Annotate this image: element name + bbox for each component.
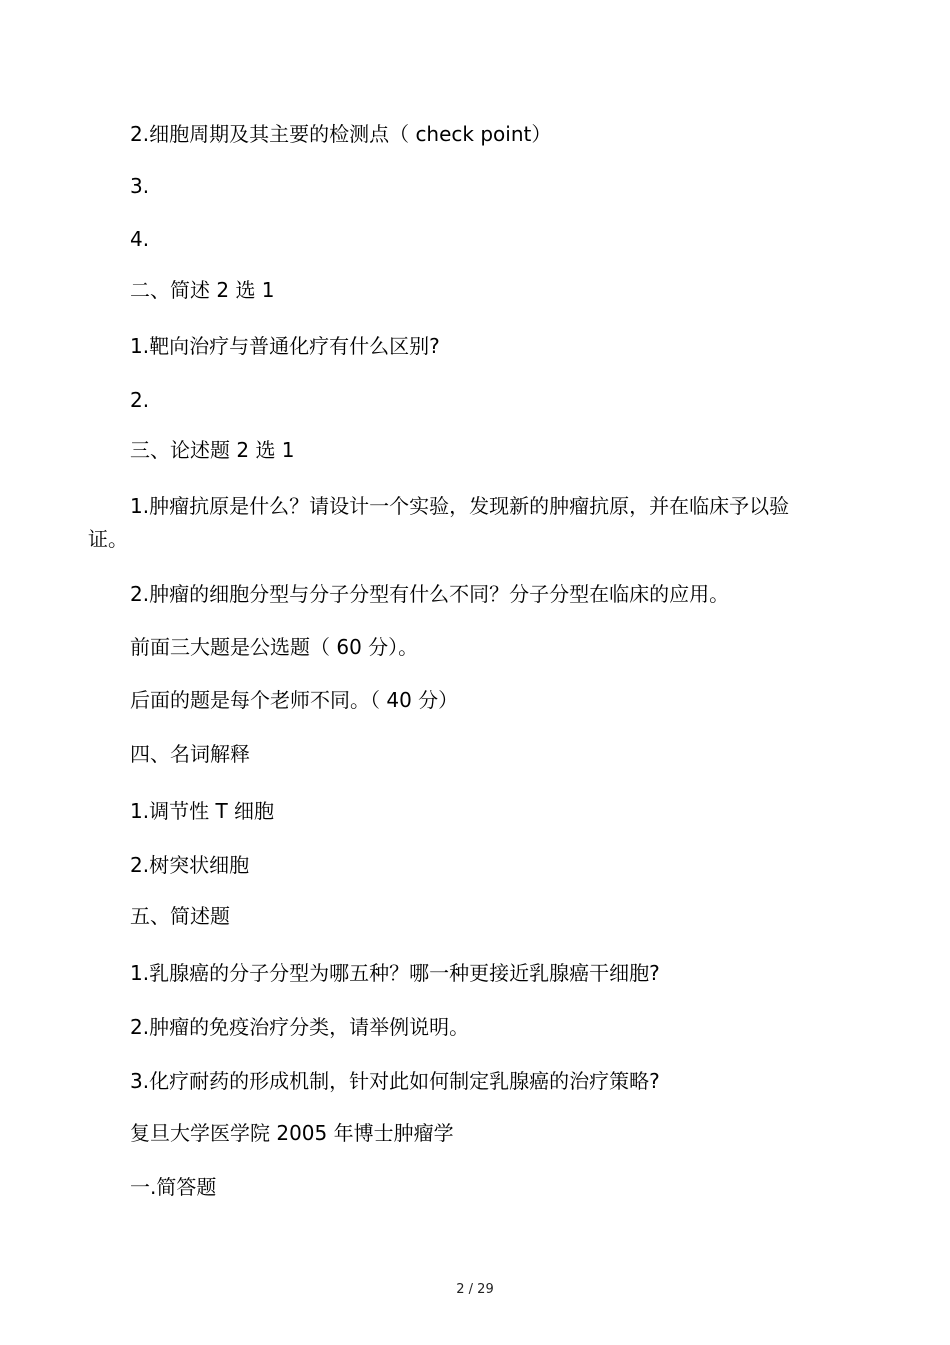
term-treg: 1.调节性 T 细胞	[130, 799, 275, 823]
question-breast-cancer-typing: 1.乳腺癌的分子分型为哪五种？哪一种更接近乳腺癌干细胞?	[130, 961, 660, 985]
question-tumor-antigen: 1.肿瘤抗原是什么？请设计一个实验，发现新的肿瘤抗原，并在临床予以验证。	[88, 494, 790, 551]
section-heading-essay: 三、论述题 2 选 1	[130, 438, 295, 462]
term-dendritic-cell: 2.树突状细胞	[130, 853, 250, 877]
section-heading-brief: 二、简述 2 选 1	[130, 278, 275, 302]
question-drug-resistance: 3.化疗耐药的形成机制，针对此如何制定乳腺癌的治疗策略?	[130, 1069, 660, 1093]
question-4: 4.	[130, 227, 150, 251]
question-cell-cycle: 2.细胞周期及其主要的检测点（ check point）	[130, 122, 552, 146]
question-2-brief: 2.	[130, 388, 150, 412]
note-common-questions: 前面三大题是公选题（ 60 分）。	[130, 635, 419, 659]
note-teacher-questions: 后面的题是每个老师不同。（ 40 分）	[130, 688, 459, 712]
exam-title-2005: 复旦大学医学院 2005 年博士肿瘤学	[130, 1121, 454, 1145]
question-tumor-typing: 2.肿瘤的细胞分型与分子分型有什么不同？分子分型在临床的应用。	[130, 582, 730, 606]
section-heading-brief-2: 五、简述题	[130, 904, 230, 928]
page-number: 2 / 29	[456, 1282, 494, 1297]
question-immunotherapy: 2.肿瘤的免疫治疗分类，请举例说明。	[130, 1015, 470, 1039]
question-targeted-therapy: 1.靶向治疗与普通化疗有什么区别?	[130, 334, 440, 358]
section-heading-short-answer: 一.简答题	[130, 1175, 217, 1199]
section-heading-terms: 四、名词解释	[130, 742, 250, 766]
question-3: 3.	[130, 174, 150, 198]
